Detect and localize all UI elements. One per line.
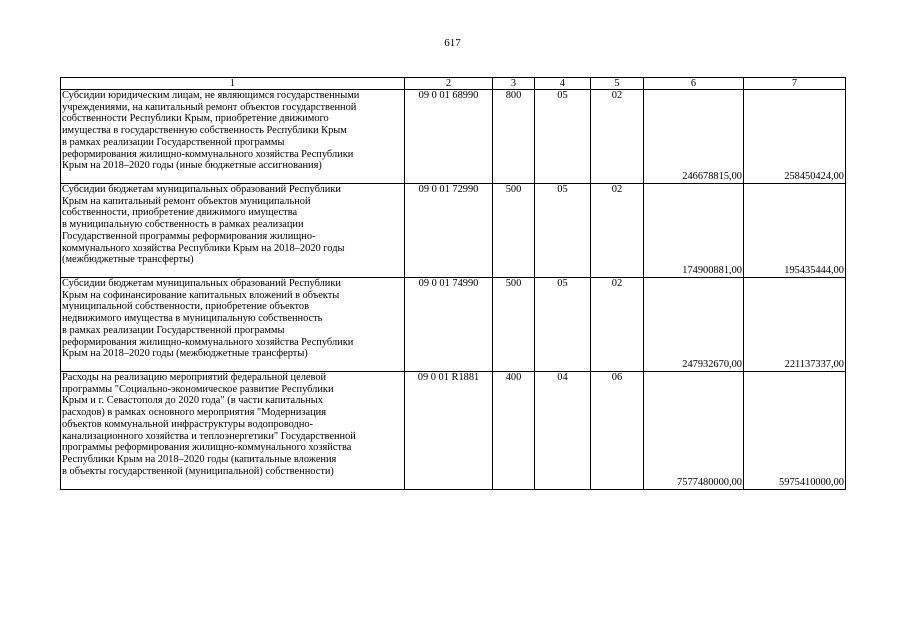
- row-section: 04: [535, 372, 591, 490]
- table-row: [61, 90, 846, 184]
- row-subsection: 02: [591, 278, 644, 372]
- header-col-6: 6: [644, 78, 744, 90]
- row-description: Субсидии бюджетам муниципальных образований Республики Крым на софинансирование капитальных вложений в объекты муниципальной собственности, приобретение объектов недвижимого имущества в муниципальную собственность в рамках реализации Государственной программы реформирования жилищно-коммунального хозяйства Республики Крым на 2018–2020 годы (межбюджетные трансферты): [61, 278, 405, 372]
- row-code: 09 0 01 72990: [405, 184, 493, 278]
- row-amount-6: 247932670,00: [644, 278, 744, 372]
- row-code: 09 0 01 R1881: [405, 372, 493, 490]
- row-description: Субсидии бюджетам муниципальных образований Республики Крым на капитальный ремонт объектов муниципальной собственности, приобретение движимого имущества в муниципальную собственность в рамках реализации Государственной программы реформирования жилищно- коммунального хозяйства Республики Крым на 2018–2020 годы (межбюджетные трансферты): [61, 184, 405, 278]
- row-amount-6: 174900881,00: [644, 184, 744, 278]
- page-number: 617: [444, 37, 461, 49]
- table-row: [61, 372, 846, 490]
- header-col-7: 7: [744, 78, 846, 90]
- row-amount-7: 221137337,00: [744, 278, 846, 372]
- row-description: Субсидии юридическим лицам, не являющимся государственными учреждениями, на капитальный ремонт объектов государственной собственности Республики Крым, приобретение движимого имущества в государственную собственность Республики Крым в рамках реализации Государственной программы реформирования жилищно-коммунального хозяйства Республики Крым на 2018–2020 годы (иные бюджетные ассигнования): [61, 90, 405, 184]
- row-section: 05: [535, 278, 591, 372]
- row-code: 09 0 01 68990: [405, 90, 493, 184]
- header-col-1: 1: [61, 78, 405, 90]
- row-subsection: 02: [591, 184, 644, 278]
- table-row: [61, 278, 846, 372]
- header-col-4: 4: [535, 78, 591, 90]
- row-type: 800: [493, 90, 535, 184]
- row-amount-7: 195435444,00: [744, 184, 846, 278]
- row-subsection: 06: [591, 372, 644, 490]
- budget-table: [60, 77, 846, 490]
- row-code: 09 0 01 74990: [405, 278, 493, 372]
- row-description: Расходы на реализацию мероприятий федеральной целевой программы "Социально-экономическое развитие Республики Крым и г. Севастополя до 2020 года" (в части капитальных расходов) в рамках основного мероприятия "Модернизация объектов коммунальной инфраструктуры водопроводно- канализационного хозяйства и теплоэнергетики" Государственной программы реформирования жилищно-коммунального хозяйства Республики Крым на 2018–2020 годы (капитальные вложения в объекты государственной (муниципальной) собственности): [61, 372, 405, 490]
- header-col-3: 3: [493, 78, 535, 90]
- row-section: 05: [535, 184, 591, 278]
- row-amount-6: 246678815,00: [644, 90, 744, 184]
- row-amount-7: 5975410000,00: [744, 372, 846, 490]
- row-type: 400: [493, 372, 535, 490]
- table-header-row: [61, 78, 846, 90]
- row-amount-6: 7577480000,00: [644, 372, 744, 490]
- row-subsection: 02: [591, 90, 644, 184]
- header-col-2: 2: [405, 78, 493, 90]
- header-col-5: 5: [591, 78, 644, 90]
- row-type: 500: [493, 184, 535, 278]
- row-section: 05: [535, 90, 591, 184]
- row-amount-7: 258450424,00: [744, 90, 846, 184]
- table-row: [61, 184, 846, 278]
- row-type: 500: [493, 278, 535, 372]
